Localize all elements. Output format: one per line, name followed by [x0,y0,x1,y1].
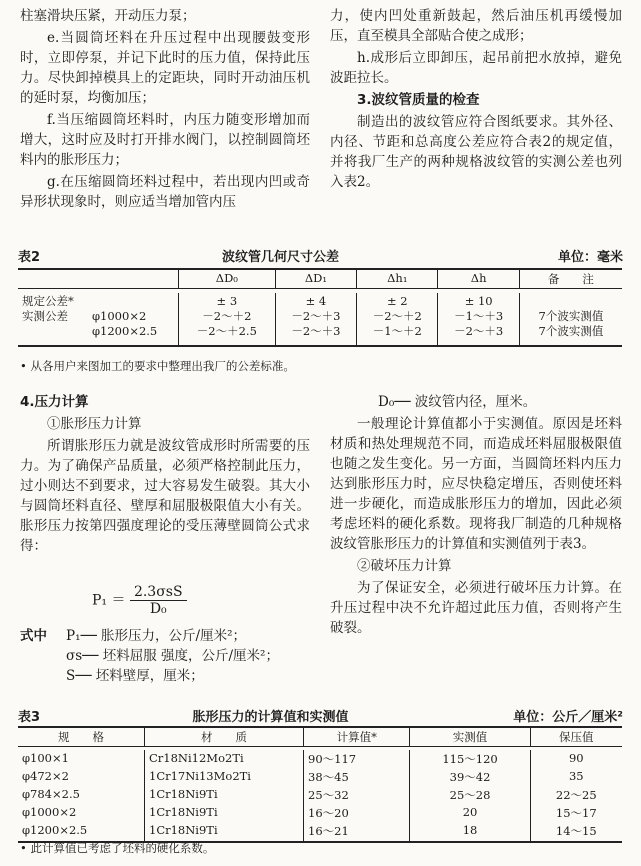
table-row [18,750,622,768]
value-cell [179,293,276,346]
meas-value: －2～＋3 [454,324,504,338]
calc-cell: 16～20 [304,804,410,822]
meas-value: －1～＋3 [454,309,504,323]
paragraph-h: h.成形后立即卸压，起吊前把水放掉，避免波距拉长。 [330,50,622,86]
note-value: 7个波实测值 [538,309,604,323]
header-cell: ΔD₀ [179,269,276,289]
calc-cell: 25～32 [304,786,410,804]
table-unit: 单位：公斤／厘米² [513,710,623,725]
spec-cell: φ1200×2.5 [22,823,88,837]
table-row [18,786,622,804]
formula-lhs: P₁ ＝ [92,592,126,609]
hold-cell: 22～25 [530,786,622,804]
material-cell: Cr18Ni12Mo2Ti [145,750,304,768]
header-cell [88,269,179,289]
header-cell: 备 注 [519,269,622,289]
paragraph-e: e.当圆筒坯料在升压过程中出现腰鼓变形时，立即停泵，并记下此时的压力值，保持此压力。尽快卸掉模具上的定距块，同时开动油压机的延时泵，均衡加压； [20,30,310,106]
measured-cell: 18 [410,822,530,842]
spec-value: ± 3 [216,294,238,308]
definition: σs── 坯料屈服 强度，公斤/厘米²； [66,648,279,664]
material-cell: 1Cr18Ni9Ti [145,822,304,842]
calc-cell: 90～117 [304,750,410,768]
header-cell: ΔD₁ [275,269,356,289]
table3-caption [18,706,623,725]
measured-cell: 115～120 [410,750,530,768]
paragraph-f: f.当压缩圆筒坯料时，内压力随变形增加而增大，这时应及时打开排水阀门，以控制圆筒坯料内的胀形压力； [20,112,310,168]
meas-value: －2～＋2 [202,309,252,323]
measured-cell: 20 [410,804,530,822]
header-cell: Δh₁ [357,269,438,289]
paragraph: 为了保证安全，必须进行破坏压力计算。在升压过程中决不允许超过此压力值，否则将产生破裂。 [330,580,622,636]
header-cell [18,269,88,289]
size-cell [88,293,179,346]
material-cell: 1Cr17Ni13Mo2Ti [145,768,304,786]
header-cell: 保压值 [530,727,622,747]
section-heading: 3.波纹管质量的检查 [357,92,480,108]
measured-cell: 39～42 [410,768,530,786]
spec-value: ± 2 [386,294,408,308]
definition: D₀── 波纹管内径，厘米。 [378,394,537,410]
table-label: 表2 [18,250,41,265]
meas-value: －2～＋3 [291,324,341,338]
measured-cell: 25～28 [410,786,530,804]
hold-cell: 35 [530,768,622,786]
table3 [18,726,622,843]
size-label: φ1200×2.5 [92,324,158,338]
hold-cell: 90 [530,750,622,768]
table-label: 表3 [18,710,41,725]
header-cell: 实测值 [410,727,530,747]
top-left-column [20,6,310,214]
value-cell [275,293,356,346]
spec-cell: φ100×1 [22,751,69,765]
paragraph: 柱塞滑块压紧，开动压力泵； [20,8,196,24]
definition-row [20,626,310,646]
calc-cell: 38～45 [304,768,410,786]
formula-fraction [130,584,187,617]
where-label: 式中 [20,628,47,644]
material-cell: 1Cr18Ni9Ti [145,804,304,822]
size-label: φ1000×2 [92,309,147,323]
table-row [18,822,622,842]
meas-value: －2～＋2 [372,309,422,323]
value-cell [357,293,438,346]
spec-cell: φ784×2.5 [22,787,80,801]
table2-footnote: • 从各用户来图加工的要求中整理出我厂的公差标准。 [20,359,295,373]
hold-cell: 15～17 [530,804,622,822]
calc-cell: 16～21 [304,822,410,842]
section4-right [330,392,622,640]
table-row [18,768,622,786]
header-cell: 材 质 [145,727,304,747]
table-row [18,804,622,822]
paragraph: 力，使内凹处重新鼓起，然后油压机再缓慢加压，直至模具全部贴合使之成形； [330,8,622,44]
definitions [20,626,310,686]
header-cell: 计算值* [304,727,410,747]
spec-value: ± 10 [464,294,493,308]
table-title: 胀形压力的计算值和实测值 [192,710,349,725]
note-cell [519,293,622,346]
hold-cell: 14～15 [530,822,622,842]
paragraph: 所谓胀形压力就是波纹管成形时所需要的压力。为了确保产品质量，必须严格控制此压力，过小则达不到要求，过大容易发生破裂。其大小与圆筒坯料直径、壁厚和屈服极限值大小有关。胀形压力按第四强度理论的受压薄壁圆筒公式求得： [20,438,310,554]
value-cell [438,293,519,346]
formula [92,584,187,617]
paragraph: 一般理论计算值都小于实测值。原因是坯料材质和热处理规范不同，而造成坯料屈服极限值也随之发生变化。另一方面，当圆筒坯料内压力达到胀形压力时，应尽快稳定增压，否则使坯料进一步硬化，而造成胀形压力的增加，因此必须考虑坯料的硬化系数。现将我厂制造的几种规格波纹管胀形压力的计算值和实测值列于表3。 [330,416,622,552]
paragraph: 制造出的波纹管应符合图纸要求。其外径、内径、节距和总高度公差应符合表2的规定值，并将我厂生产的两种规格波纹管的实测公差也列入表2。 [330,114,622,190]
spec-cell: φ1000×2 [22,805,77,819]
meas-value: －1～＋2 [372,324,422,338]
table-title: 波纹管几何尺寸公差 [221,250,339,265]
spec-value: ± 4 [305,294,327,308]
top-right-column [330,6,622,194]
section-heading: 4.压力计算 [20,394,89,410]
meas-value: －2～＋3 [291,309,341,323]
subheading: ②破坏压力计算 [357,558,452,574]
subheading: ①胀形压力计算 [47,416,142,432]
table-unit: 单位：毫米 [557,250,623,265]
header-cell: 规 格 [58,730,104,744]
meas-value: －2～＋2.5 [196,324,257,338]
definition: P₁── 胀形压力，公斤/厘米²； [66,628,247,644]
row-label-cell [18,293,88,346]
table2 [18,268,622,347]
table2-caption [18,246,623,265]
spec-cell: φ472×2 [22,769,69,783]
table3-footnote: • 此计算值已考虑了坯料的硬化系数。 [20,841,215,855]
note-value: 7个波实测值 [538,324,604,338]
header-cell: Δh [438,269,519,289]
paragraph-g: g.在压缩圆筒坯料过程中，若出现内凹或奇异形状现象时，则应适当增加管内压 [20,174,310,210]
definition: S── 坯料壁厚，厘米； [66,668,204,684]
row-label: 实测公差 [22,309,68,323]
formula-numerator: 2.3σsS [130,584,187,601]
material-cell: 1Cr18Ni9Ti [145,786,304,804]
formula-denominator: D₀ [149,601,167,617]
row-label: 规定公差* [22,294,74,308]
section4-left [20,392,310,558]
